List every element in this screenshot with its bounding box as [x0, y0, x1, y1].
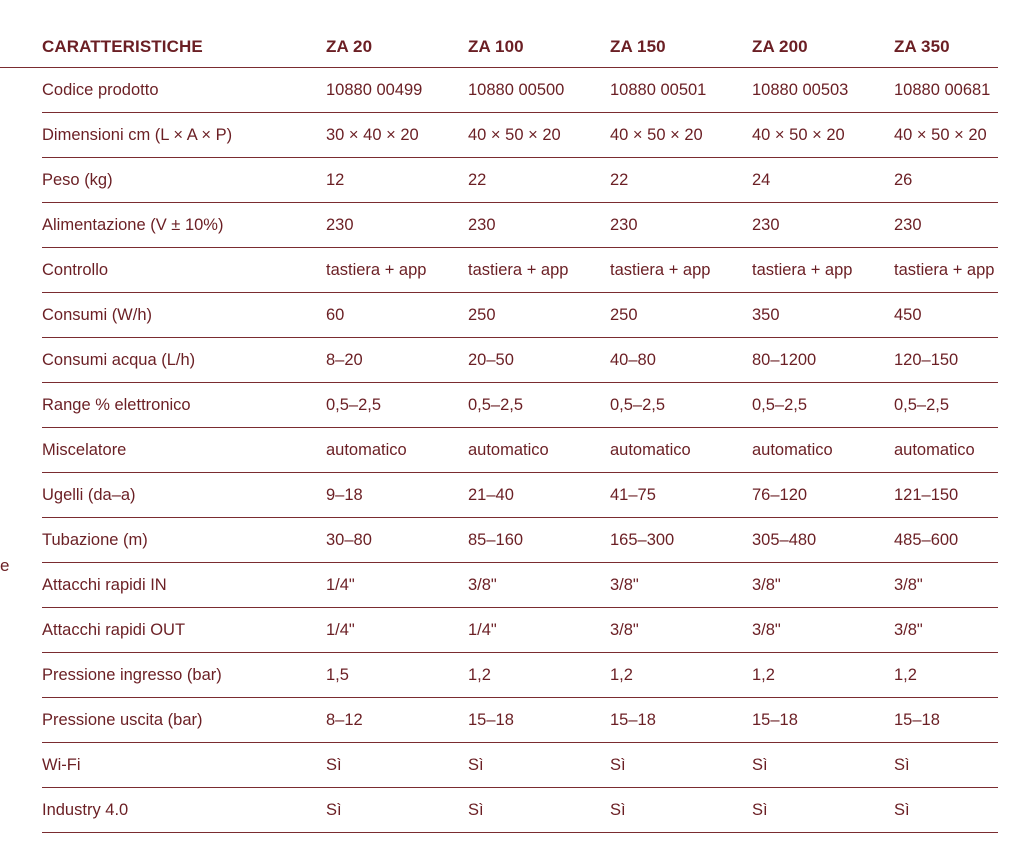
- table-cell: 10880 00501: [610, 68, 752, 113]
- table-cell: 3/8": [894, 563, 998, 608]
- table-row: [42, 563, 998, 608]
- table-cell: 40 × 50 × 20: [468, 113, 610, 158]
- table-cell: 30 × 40 × 20: [326, 113, 468, 158]
- header-za-200: ZA 200: [752, 27, 894, 68]
- table-row: [42, 113, 998, 158]
- table-cell: Sì: [610, 743, 752, 788]
- table-cell: 485–600: [894, 518, 998, 563]
- table-row: [42, 293, 998, 338]
- header-za-150: ZA 150: [610, 27, 752, 68]
- header-caratteristiche: CARATTERISTICHE: [42, 27, 326, 68]
- table-cell: 10880 00681: [894, 68, 998, 113]
- table-cell: Sì: [326, 788, 468, 833]
- table-cell: Sì: [752, 788, 894, 833]
- table-row: [42, 248, 998, 293]
- row-label: Pressione uscita (bar): [42, 698, 326, 743]
- table-cell: 3/8": [610, 563, 752, 608]
- table-cell: 15–18: [752, 698, 894, 743]
- table-row: [42, 203, 998, 248]
- table-cell: 3/8": [468, 563, 610, 608]
- table-cell: 230: [610, 203, 752, 248]
- table-cell: 8–12: [326, 698, 468, 743]
- table-cell: 15–18: [610, 698, 752, 743]
- table-cell: 10880 00503: [752, 68, 894, 113]
- table-cell: 26: [894, 158, 998, 203]
- table-cell: 121–150: [894, 473, 998, 518]
- table-cell: Sì: [610, 788, 752, 833]
- table-header: [42, 27, 998, 68]
- table-cell: 1,2: [610, 653, 752, 698]
- table-row: [42, 68, 998, 113]
- table-cell: 305–480: [752, 518, 894, 563]
- table-row: [42, 473, 998, 518]
- table-cell: 12: [326, 158, 468, 203]
- table-cell: 165–300: [610, 518, 752, 563]
- table-cell: 0,5–2,5: [468, 383, 610, 428]
- row-label: Ugelli (da–a): [42, 473, 326, 518]
- table-cell: 24: [752, 158, 894, 203]
- table-cell: tastiera + app: [468, 248, 610, 293]
- table-cell: tastiera + app: [894, 248, 998, 293]
- row-label: Consumi acqua (L/h): [42, 338, 326, 383]
- table-cell: automatico: [894, 428, 998, 473]
- table-row: [42, 383, 998, 428]
- table-cell: automatico: [326, 428, 468, 473]
- table-cell: 80–1200: [752, 338, 894, 383]
- table-cell: Sì: [894, 788, 998, 833]
- table-row: [42, 518, 998, 563]
- table-cell: Sì: [894, 743, 998, 788]
- table-cell: 0,5–2,5: [752, 383, 894, 428]
- specifications-table: [42, 27, 998, 833]
- table-cell: 20–50: [468, 338, 610, 383]
- table-cell: 41–75: [610, 473, 752, 518]
- page-edge-text: e: [0, 556, 10, 575]
- table-cell: 230: [894, 203, 998, 248]
- row-label: Peso (kg): [42, 158, 326, 203]
- table-cell: 21–40: [468, 473, 610, 518]
- table-cell: 3/8": [894, 608, 998, 653]
- table-cell: Sì: [468, 788, 610, 833]
- table-cell: 40 × 50 × 20: [752, 113, 894, 158]
- row-label: Miscelatore: [42, 428, 326, 473]
- row-label: Controllo: [42, 248, 326, 293]
- table-cell: 250: [468, 293, 610, 338]
- table-cell: 8–20: [326, 338, 468, 383]
- table-cell: 3/8": [752, 563, 894, 608]
- table-cell: 1,2: [468, 653, 610, 698]
- table-cell: 22: [610, 158, 752, 203]
- table-cell: 1/4": [326, 608, 468, 653]
- table-cell: 1,2: [752, 653, 894, 698]
- left-rule: [0, 67, 42, 68]
- row-label: Wi-Fi: [42, 743, 326, 788]
- table-cell: tastiera + app: [326, 248, 468, 293]
- row-label: Codice prodotto: [42, 68, 326, 113]
- table-cell: 230: [326, 203, 468, 248]
- row-label: Range % elettronico: [42, 383, 326, 428]
- table-cell: 230: [468, 203, 610, 248]
- table-cell: 15–18: [894, 698, 998, 743]
- table-cell: 1/4": [468, 608, 610, 653]
- table-row: [42, 743, 998, 788]
- table-cell: 3/8": [752, 608, 894, 653]
- table-cell: 10880 00500: [468, 68, 610, 113]
- row-label: Attacchi rapidi IN: [42, 563, 326, 608]
- table-cell: 230: [752, 203, 894, 248]
- table-cell: 3/8": [610, 608, 752, 653]
- table-cell: 76–120: [752, 473, 894, 518]
- table-cell: 120–150: [894, 338, 998, 383]
- table-row: [42, 608, 998, 653]
- header-za-350: ZA 350: [894, 27, 998, 68]
- table-cell: Sì: [326, 743, 468, 788]
- row-label: Pressione ingresso (bar): [42, 653, 326, 698]
- table-cell: 40 × 50 × 20: [894, 113, 998, 158]
- table-cell: 350: [752, 293, 894, 338]
- row-label: Alimentazione (V ± 10%): [42, 203, 326, 248]
- table-cell: automatico: [610, 428, 752, 473]
- table-cell: tastiera + app: [610, 248, 752, 293]
- table-cell: Sì: [752, 743, 894, 788]
- table-row: [42, 338, 998, 383]
- row-label: Consumi (W/h): [42, 293, 326, 338]
- table-cell: 0,5–2,5: [610, 383, 752, 428]
- table-cell: tastiera + app: [752, 248, 894, 293]
- header-za-20: ZA 20: [326, 27, 468, 68]
- table-cell: 15–18: [468, 698, 610, 743]
- table-row: [42, 698, 998, 743]
- table-cell: Sì: [468, 743, 610, 788]
- table-row: [42, 428, 998, 473]
- table-cell: 1,5: [326, 653, 468, 698]
- table-cell: 1,2: [894, 653, 998, 698]
- table-cell: 9–18: [326, 473, 468, 518]
- table-cell: 60: [326, 293, 468, 338]
- table-cell: 0,5–2,5: [326, 383, 468, 428]
- table-row: [42, 653, 998, 698]
- table-cell: 40 × 50 × 20: [610, 113, 752, 158]
- table-cell: automatico: [468, 428, 610, 473]
- header-za-100: ZA 100: [468, 27, 610, 68]
- table-cell: 450: [894, 293, 998, 338]
- table-cell: 10880 00499: [326, 68, 468, 113]
- header-row: [42, 27, 998, 68]
- table-row: [42, 158, 998, 203]
- table-row: [42, 788, 998, 833]
- table-cell: 250: [610, 293, 752, 338]
- row-label: Attacchi rapidi OUT: [42, 608, 326, 653]
- table-cell: automatico: [752, 428, 894, 473]
- table-body: [42, 68, 998, 833]
- table-cell: 1/4": [326, 563, 468, 608]
- row-label: Dimensioni cm (L × A × P): [42, 113, 326, 158]
- row-label: Tubazione (m): [42, 518, 326, 563]
- table-cell: 22: [468, 158, 610, 203]
- table-cell: 85–160: [468, 518, 610, 563]
- table-cell: 30–80: [326, 518, 468, 563]
- table-cell: 40–80: [610, 338, 752, 383]
- table-cell: 0,5–2,5: [894, 383, 998, 428]
- row-label: Industry 4.0: [42, 788, 326, 833]
